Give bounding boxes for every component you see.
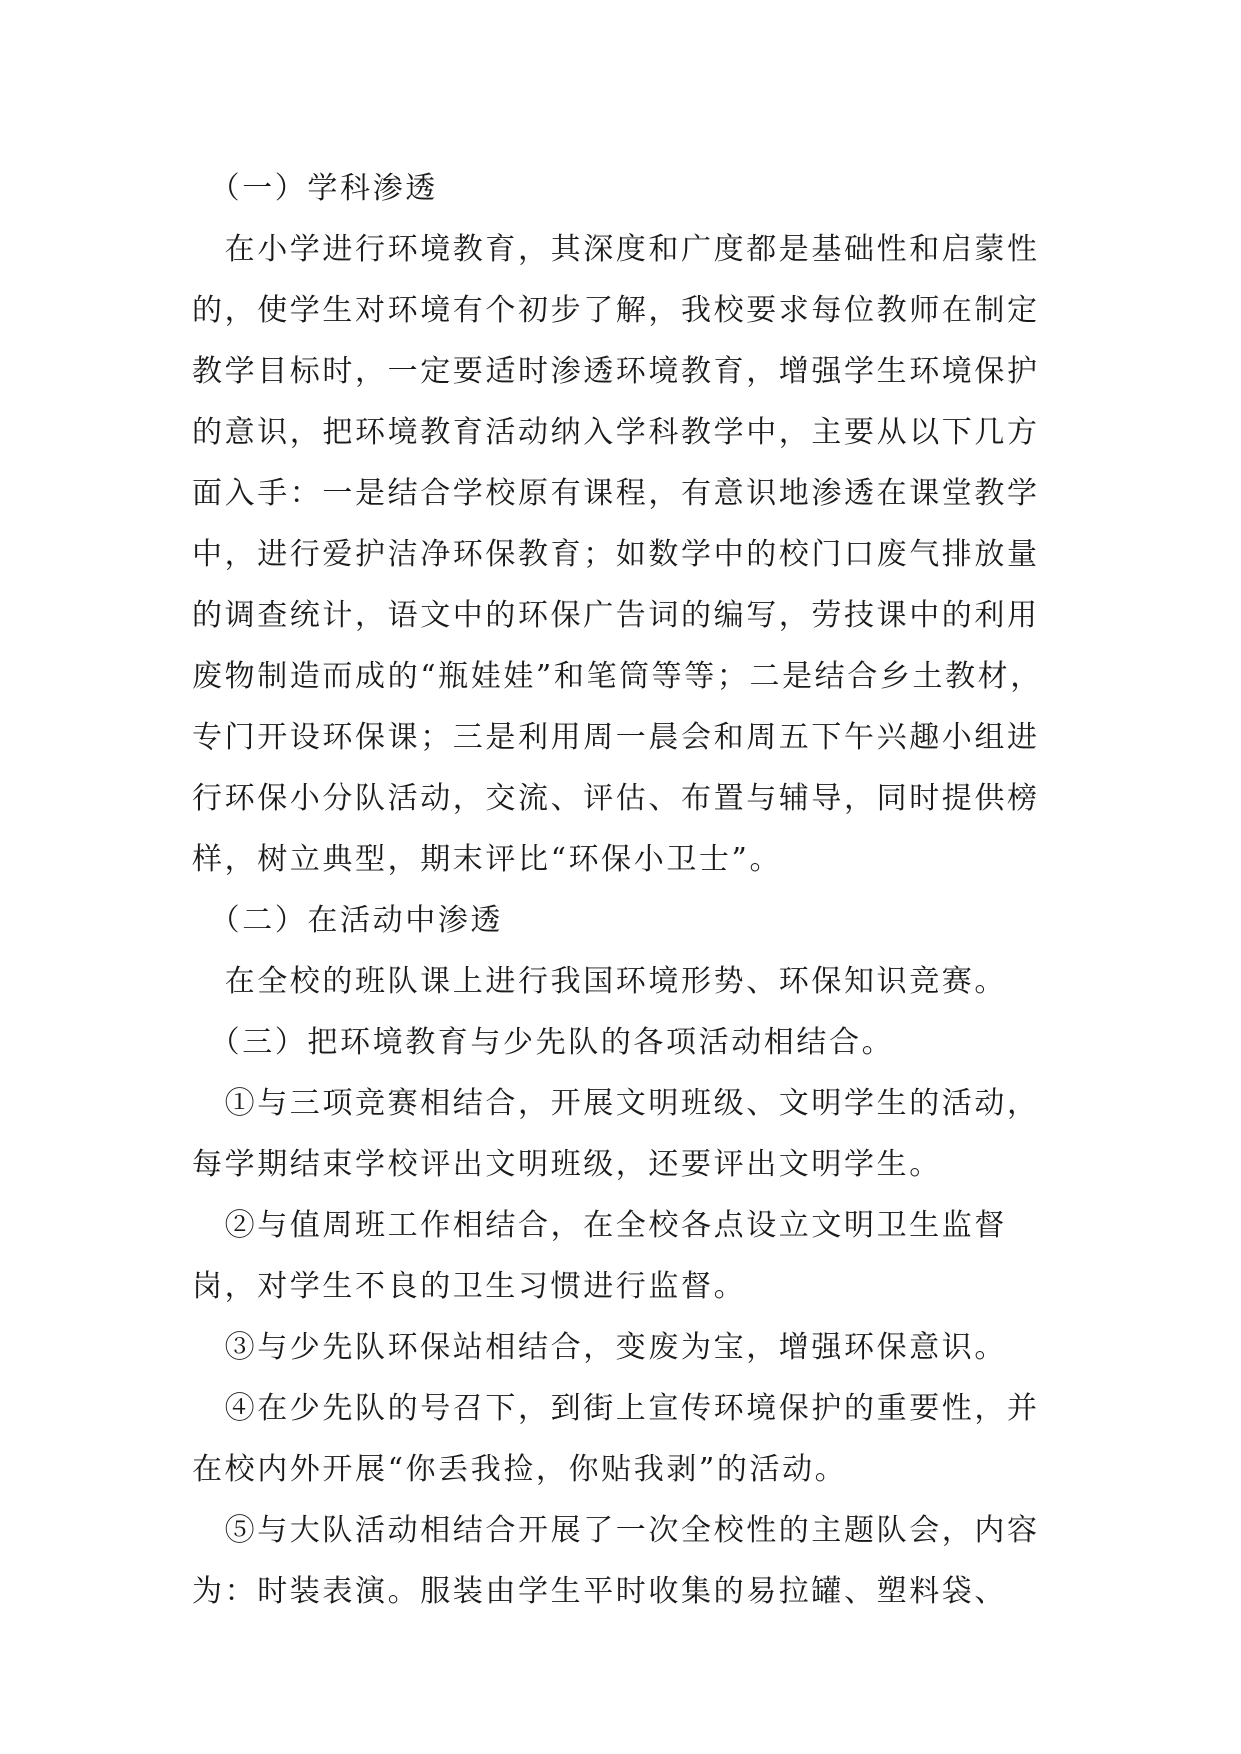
section-heading-2: （二）在活动中渗透 — [192, 903, 503, 938]
list-item-3: ③与少先队环保站相结合，变废为宝，增强环保意识。 — [192, 1330, 1007, 1365]
list-item-2: ②与值周班工作相结合，在全校各点设立文明卫生监督岗，对学生不良的卫生习惯进行监督。 — [192, 1208, 1007, 1304]
section-heading-1: （一）学科渗透 — [192, 171, 438, 206]
list-item-4: ④在少先队的号召下，到街上宣传环境保护的重要性，并在校内外开展“你丢我捡，你贴我剥”的活动。 — [192, 1391, 1040, 1487]
list-item-5: ⑤与大队活动相结合开展了一次全校性的主题队会，内容为：时装表演。服装由学生平时收集的易拉罐、塑料袋、 — [192, 1513, 1040, 1609]
list-item-1: ①与三项竞赛相结合，开展文明班级、文明学生的活动，每学期结束学校评出文明班级，还要评出文明学生。 — [192, 1086, 1040, 1182]
document-body — [192, 158, 1052, 1622]
paragraph-activity-penetration: 在全校的班队课上进行我国环境形势、环保知识竞赛。 — [192, 964, 1007, 999]
paragraph-subject-penetration: 在小学进行环境教育，其深度和广度都是基础性和启蒙性的，使学生对环境有个初步了解，我校要求每位教师在制定教学目标时，一定要适时渗透环境教育，增强学生环境保护的意识，把环境教育活动纳入学科教学中，主要从以下几方面入手：一是结合学校原有课程，有意识地渗透在课堂教学中，进行爱护洁净环保教育；如数学中的校门口废气排放量的调查统计，语文中的环保广告词的编写，劳技课中的利用废物制造而成的“瓶娃娃”和笔筒等等；二是结合乡土教材，专门开设环保课；三是利用周一晨会和周五下午兴趣小组进行环保小分队活动，交流、评估、布置与辅导，同时提供榜样，树立典型，期末评比“环保小卫士”。 — [192, 232, 1043, 877]
section-heading-3: （三）把环境教育与少先队的各项活动相结合。 — [192, 1025, 895, 1060]
